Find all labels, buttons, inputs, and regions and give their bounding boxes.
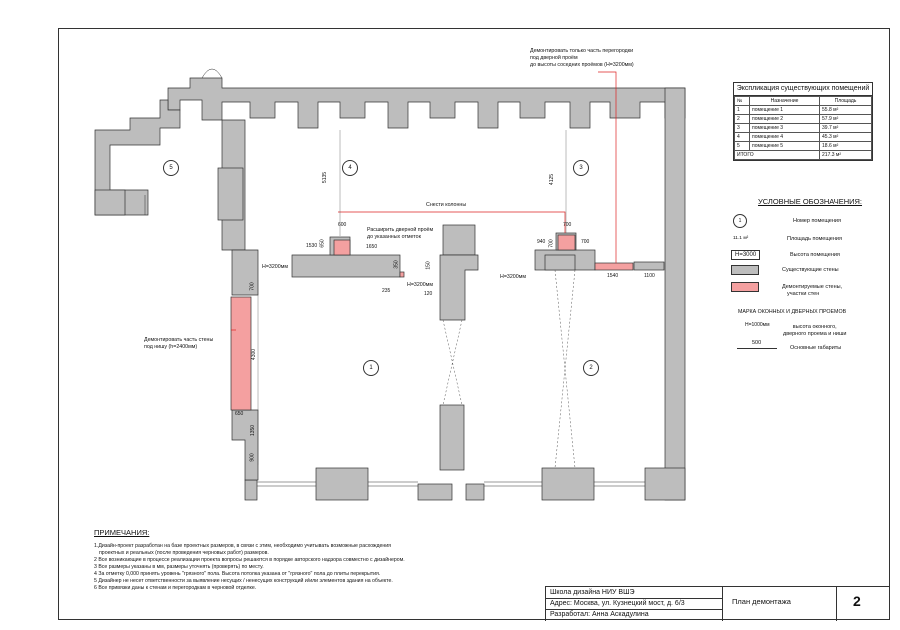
table-row: 1 помещение 1 55.8 м² bbox=[735, 106, 872, 115]
legend-demolish-label: Демонтируемые стены, участки стен bbox=[782, 284, 843, 297]
dim-235: 235 bbox=[382, 288, 391, 294]
move-columns-note: Снести колонны bbox=[426, 202, 467, 208]
table-header: № Назначение Площадь bbox=[735, 97, 872, 106]
dim-1350: 1350 bbox=[250, 424, 257, 437]
dim-700a: 700 bbox=[563, 222, 572, 228]
widen-door-note: Расширить дверной проём до указанных отметок bbox=[367, 227, 434, 240]
legend-existing-label: Существующие стены bbox=[782, 267, 839, 273]
dim-900: 900 bbox=[249, 453, 256, 462]
room-2-marker: 2 bbox=[583, 360, 599, 376]
notes-block bbox=[94, 528, 534, 592]
legend-height-sample: Н=3000 bbox=[731, 250, 760, 260]
legend-area-sample: 11.1 м² bbox=[733, 236, 749, 241]
legend-existing-swatch bbox=[731, 265, 759, 275]
table-row: 3 помещение 3 39.7 м² bbox=[735, 124, 872, 133]
explication-title: Экспликация существующих помещений bbox=[734, 83, 872, 96]
room-1-marker: 1 bbox=[363, 360, 379, 376]
dim-650b: 650 bbox=[235, 411, 244, 417]
note-line: проектных и реальных (после проведения черновых работ) размеров. bbox=[99, 550, 269, 556]
height-left: Н=3200мм bbox=[262, 264, 288, 270]
legend-height-label: Высота помещения bbox=[790, 252, 840, 258]
explication-table bbox=[733, 82, 873, 161]
legend-room-icon: 1 bbox=[733, 214, 747, 228]
note-line: 4 За отметку 0,000 принять уровень "грязного" пола. Высота потолка указана от "грязного" пола до плиты перекрытия. bbox=[94, 571, 381, 577]
legend-openings-label: высота оконного, дверного проема и ниши bbox=[783, 324, 847, 337]
dim-600: 600 bbox=[338, 222, 347, 228]
legend-dims-line bbox=[737, 348, 777, 349]
dim-4300: 4300 bbox=[251, 348, 258, 361]
legend-room-label: Номер помещения bbox=[793, 218, 841, 224]
dim-700-left: 700 bbox=[249, 282, 256, 291]
note-line: 6 Все привязки даны к стенам и перегородкам в черновой отделке. bbox=[94, 585, 257, 591]
legend-openings-title: МАРКА ОКОННЫХ И ДВЕРНЫХ ПРОЕМОВ bbox=[738, 309, 847, 315]
sheet-number: 2 bbox=[853, 593, 861, 609]
title-block bbox=[545, 586, 890, 621]
table-row: 2 помещение 2 57.9 м² bbox=[735, 115, 872, 124]
legend-dims-label: Основные габариты bbox=[790, 345, 842, 351]
legend-title: УСЛОВНЫЕ ОБОЗНАЧЕНИЯ: bbox=[758, 197, 863, 206]
dim-1530: 1530 bbox=[306, 243, 318, 249]
dim-650: 650 bbox=[319, 239, 326, 248]
note-line: 5 Дизайнер не несет ответственности за выявление несущих / ненесущих конструкций и/или элементов здания на объекте. bbox=[94, 578, 393, 584]
dim-700b: 700 bbox=[548, 239, 555, 248]
legend-dims-sample: 500 bbox=[752, 340, 762, 346]
legend-openings-sample: Н=1000мм bbox=[745, 322, 770, 328]
table-row: 4 помещение 4 45.3 м² bbox=[735, 133, 872, 142]
school-name: Школа дизайна НИУ ВШЭ bbox=[550, 589, 635, 596]
dim-4125: 4125 bbox=[549, 173, 556, 186]
dim-1100: 1100 bbox=[644, 273, 655, 279]
legend-area-label: Площадь помещения bbox=[787, 236, 842, 242]
height-mid: Н=3200мм bbox=[407, 282, 433, 288]
dim-1540: 1540 bbox=[607, 273, 619, 279]
table-total-row: ИТОГО 217.3 м² bbox=[735, 151, 872, 160]
room-5-marker: 5 bbox=[163, 160, 179, 176]
dimension-lines bbox=[258, 130, 566, 465]
dim-940: 940 bbox=[537, 239, 546, 245]
dim-150: 150 bbox=[425, 261, 432, 270]
address: Адрес: Москва, ул. Кузнецкий мост, д. 6/3 bbox=[550, 600, 685, 607]
table-row: 5 помещение 5 18.6 м² bbox=[735, 142, 872, 151]
notes-title: ПРИМЕЧАНИЯ: bbox=[94, 528, 150, 537]
note-line: 2 Все возникающие в процессе реализации проекта вопросы решаются в порядке авторского надзора совместно с дизайнером. bbox=[94, 557, 405, 563]
dim-700c: 700 bbox=[581, 239, 590, 245]
windows bbox=[145, 69, 645, 486]
room-4-marker: 4 bbox=[342, 160, 358, 176]
dim-1650: 1650 bbox=[366, 244, 378, 250]
dim-350: 350 bbox=[393, 260, 400, 269]
dim-120: 120 bbox=[424, 291, 433, 297]
note-line: 1.Дизайн-проект разработан на базе проектных размеров, в связи с этим, необходимо учитывать возможные расхождения bbox=[94, 543, 391, 549]
legend-demolish-swatch bbox=[731, 282, 759, 292]
left-demolish-note: Демонтировать часть стены под нишу (h=2400мм) bbox=[144, 337, 214, 350]
sheet-name: План демонтажа bbox=[732, 597, 791, 606]
top-demolish-note: Демонтировать только часть перегородки под дверной проём до высоты соседних проёмов (Н=3200мм) bbox=[530, 48, 634, 68]
height-right: Н=3200мм bbox=[500, 274, 526, 280]
room-3-marker: 3 bbox=[573, 160, 589, 176]
dim-5135: 5135 bbox=[322, 171, 329, 184]
author: Разработал: Анна Аскадулина bbox=[550, 611, 649, 618]
note-line: 3 Все размеры указаны в мм, размеры уточнять (проверять) по месту. bbox=[94, 564, 264, 570]
